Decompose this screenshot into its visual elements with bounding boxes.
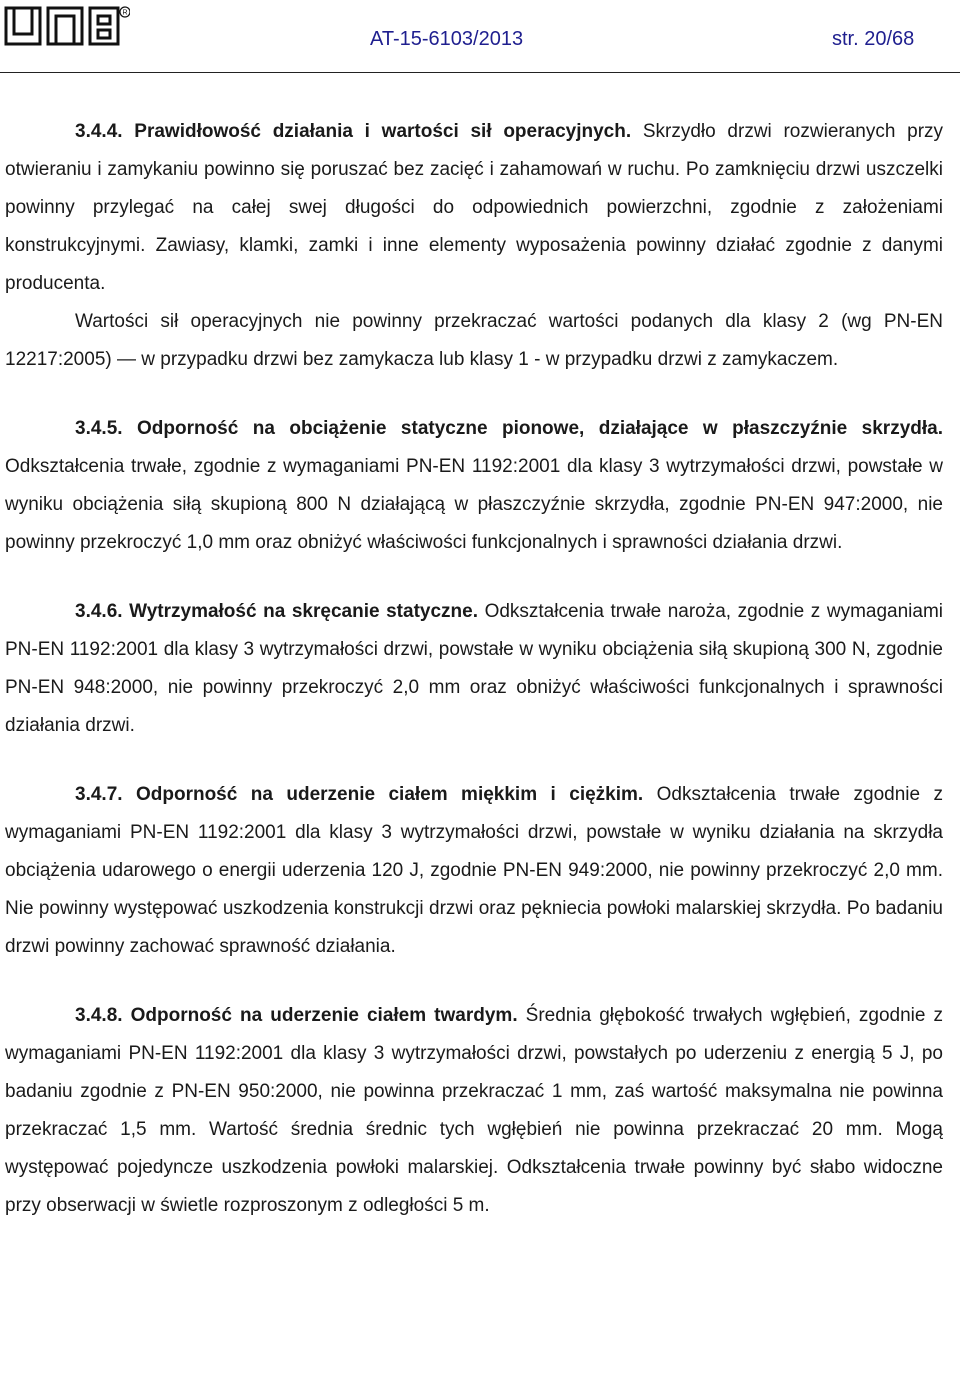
document-body	[5, 113, 943, 1225]
svg-text:R: R	[122, 9, 128, 17]
section-heading: Odporność na obciążenie statyczne pionowe, działające w płaszczyźnie skrzydła.	[136, 418, 943, 439]
section-text: Skrzydło drzwi rozwieranych przy otwieraniu i zamykaniu powinno się poruszać bez zacięć i zahamowań w ruchu. Po zamknięciu drzwi uszczelki powinny przylegać na całej swej długości do odpowiednich powierzchni, zgodnie z założeniami konstrukcyjnymi. Zawiasy, klamki, zamki i inne elementy wyposażenia powinny działać zgodnie z danymi producenta.	[5, 121, 944, 294]
section-3-4-4	[5, 113, 943, 303]
page-number: str. 20/68	[832, 28, 915, 50]
section-number: 3.4.8.	[75, 1005, 123, 1026]
section-text: Średnia głębokość trwałych wgłębień, zgodnie z wymaganiami PN-EN 1192:2001 dla klasy 3 wytrzymałości drzwi, powstałych po uderzeniu z energią 5 J, po badaniu zgodnie z PN-EN 950:2000, nie powinna przekraczać 1 mm, zaś wartość maksymalna nie powinna przekraczać 1,5 mm. Wartość średnia średnic tych wgłębień nie powinna przekraczać 20 mm. Mogą występować pojedyncze uszkodzenia powłoki malarskiej. Odkształcenia trwałe powinny być słabo widoczne przy obserwacji w świetle rozproszonym z odległości 5 m.	[5, 1005, 944, 1216]
section-text: Odkształcenia trwałe zgodnie z wymaganiami PN-EN 1192:2001 dla klasy 3 wytrzymałości drzwi, powstałe w wyniku działania na skrzydła obciążenia udarowego o energii uderzenia 120 J, zgodnie PN-EN 949:2000, nie powinny przekroczyć 2,0 mm. Nie powinny występować uszkodzenia konstrukcji drzwi oraz pękniecia powłoki malarskiej skrzydła. Po badaniu drzwi powinny zachować sprawność działania.	[5, 784, 943, 957]
section-heading: Odporność na uderzenie ciałem twardym.	[130, 1005, 518, 1026]
page-header	[0, 0, 960, 80]
section-heading: Prawidłowość działania i wartości sił operacyjnych.	[134, 121, 632, 142]
section-text: Odkształcenia trwałe naroża, zgodnie z wymaganiami PN-EN 1192:2001 dla klasy 3 wytrzymałości drzwi, powstałe w wyniku obciążenia siłą skupioną 300 N, zgodnie PN-EN 948:2000, nie powinny przekroczyć 2,0 mm oraz obniżyć właściwości funkcjonalnych i sprawności działania drzwi.	[5, 601, 943, 736]
section-number: 3.4.5.	[75, 418, 123, 439]
section-text: Odkształcenia trwałe, zgodnie z wymaganiami PN-EN 1192:2001 dla klasy 3 wytrzymałości drzwi, powstałe w wyniku obciążenia siłą skupioną 800 N działającą w płaszczyźnie skrzydła, zgodnie PN-EN 947:2000, nie powinny przekroczyć 1,0 mm oraz obniżyć właściwości funkcjonalnych i sprawności działania drzwi.	[5, 456, 943, 553]
section-3-4-6	[5, 593, 943, 745]
section-number: 3.4.4.	[75, 121, 123, 142]
itb-logo-icon	[4, 4, 130, 48]
section-heading: Odporność na uderzenie ciałem miękkim i ciężkim.	[135, 784, 644, 805]
section-number: 3.4.7.	[75, 784, 123, 805]
document-id: AT-15-6103/2013	[370, 28, 524, 50]
section-heading: Wytrzymałość na skręcanie statyczne.	[129, 601, 478, 622]
section-3-4-4-paragraph-2: Wartości sił operacyjnych nie powinny przekraczać wartości podanych dla klasy 2 (wg PN-EN 12217:2005) — w przypadku drzwi bez zamykacza lub klasy 1 - w przypadku drzwi z zamykaczem.	[5, 311, 943, 370]
section-3-4-5	[5, 410, 943, 562]
section-number: 3.4.6.	[75, 601, 123, 622]
header-rule	[0, 72, 960, 73]
section-3-4-8	[5, 997, 943, 1225]
section-3-4-7	[5, 776, 943, 966]
